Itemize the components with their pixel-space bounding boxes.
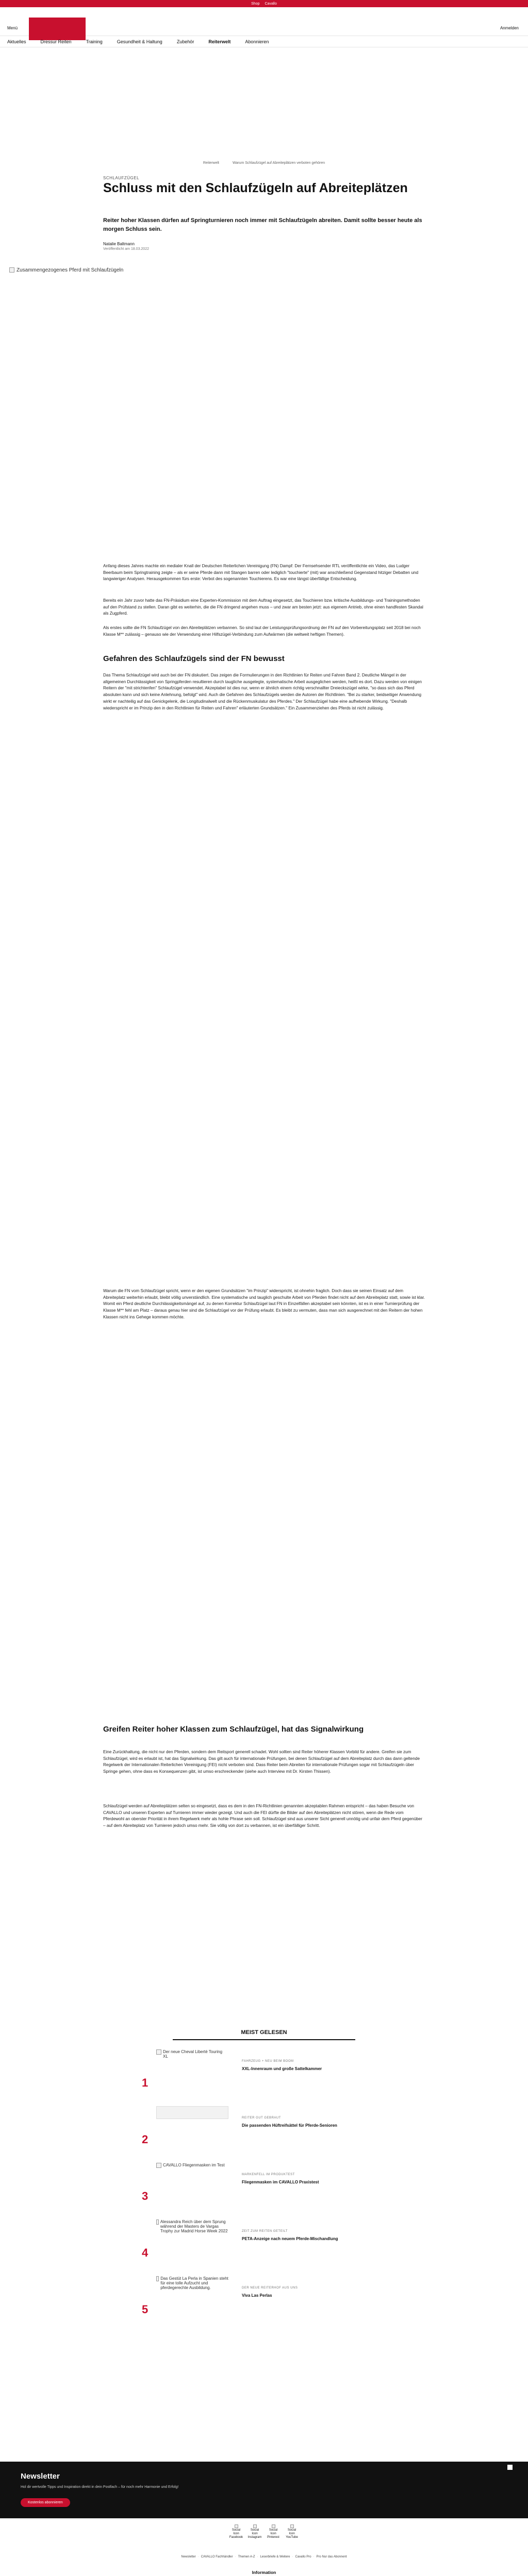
footer-link[interactable]: Pro Nur das Abonnent (316, 2555, 347, 2558)
broken-image-icon (156, 2049, 161, 2055)
hero-image (9, 267, 123, 273)
list-item[interactable] (142, 2163, 386, 2214)
hero-image-alt: Zusammengezogenes Pferd mit Schlaufzügeln (16, 267, 124, 273)
nav-item-gesundheit[interactable]: Gesundheit & Haltung (117, 39, 162, 44)
footer-heading: Information (252, 2570, 276, 2575)
rank-number: 5 (142, 2303, 148, 2316)
rank-number: 3 (142, 2190, 148, 2202)
nav-item-dressur[interactable]: Dressur Reiten (40, 39, 72, 44)
article-paragraph: Eine Zurückhaltung, die nicht nur den Pferden, sondern dem Reitsport generell schadet. Wohl sollten sind Reiter höherer Klassen Vorbild für andere. Greifen sie zum Schlaufzügel, wird es erlaubt ist, hat das Signalwirkung. Das gilt auch für internationale Prüfungen, bei denen Schlaufzügel auf dem Abreiteplatz durch das dann geltende Regelwerk der Internationalen Reiterlichen Vereinigung (FEI) nicht verboten sind. Dass Reiter beim Abreiten für internationale Prüfungen sogar mit Schlaufzügeln über Springe gehen, ohne dass es Konsequenzen gibt, ist umso erschreckender (siehe auch Interview mit Dr. Kirsten Thissen). (103, 1750, 420, 1774)
list-item[interactable] (142, 2049, 386, 2101)
teaser-image-alt: Alessandra Reich über dem Sprung während der Masters de Vargas Trophy zur Madrid Horse Week 2022 (160, 2219, 228, 2233)
article-title: Schluss mit den Schlaufzügeln auf Abreiteplätzen (103, 181, 408, 195)
broken-image-icon (156, 2276, 159, 2281)
teaser-image[interactable] (156, 2106, 228, 2119)
teaser-image[interactable] (156, 2163, 228, 2208)
most-read-title: MEIST GELESEN (241, 2029, 287, 2036)
teaser-headline[interactable]: Die passenden Hüftreifsättel für Pferde-Senioren (242, 2123, 337, 2128)
social-label: Social Icon Instagram (248, 2529, 262, 2539)
footer-link[interactable]: Newsletter (181, 2555, 196, 2558)
breadcrumb-item[interactable]: Reiterwelt (203, 161, 219, 165)
newsletter-text: Hol dir wertvolle Tipps und Inspiration direkt in dein Postfach – für noch mehr Harmonie und Erfolg! (21, 2485, 179, 2489)
newsletter-subscribe-button[interactable]: Kostenlos abonnieren (21, 2498, 70, 2507)
divider (173, 2039, 355, 2040)
close-icon[interactable] (507, 2465, 513, 2470)
teaser-headline[interactable]: Fliegenmasken im CAVALLO Praxistest (242, 2180, 319, 2184)
rank-number: 4 (142, 2246, 148, 2259)
article-lead: Reiter hoher Klassen dürfen auf Springturnieren noch immer mit Schlaufzügeln abreiten. Damit sollte besser heute als morgen Schluss sein. (103, 217, 422, 232)
teaser-headline[interactable]: XXL-Innenraum und große Sattelkammer (242, 2066, 322, 2071)
nav-item-training[interactable]: Training (86, 39, 103, 44)
teaser-category: MARKENFELL IM PRODUKTEST (242, 2173, 295, 2176)
teaser-headline[interactable]: PETA-Anzeige nach neuem Pferde-Mischandlung (242, 2236, 338, 2241)
breadcrumb-current: Warum Schlaufzügel auf Abreiteplätzen verboten gehören (232, 161, 325, 165)
social-label: Social Icon YouTube (286, 2529, 298, 2539)
teaser-image[interactable] (156, 2276, 228, 2321)
menu-button[interactable]: Menü (7, 26, 18, 30)
breadcrumb (0, 161, 528, 165)
footer-links: Newsletter · CAVALLO Fachhändler · Themen A-Z · Leserbriefe & Weitere · Cavallo Pro · Pro Nur das Abonnent (181, 2555, 347, 2558)
social-links (0, 2524, 528, 2547)
nav-item-zubehoer[interactable]: Zubehör (176, 39, 194, 44)
section-heading: Gefahren des Schlaufzügels sind der FN bewusst (103, 654, 285, 663)
newsletter-title: Newsletter (21, 2472, 60, 2481)
article-author[interactable]: Natalie Baltmann (103, 242, 135, 246)
broken-image-icon (156, 2163, 161, 2168)
teaser-category: FAHRZEUG + NEU BEIM BOOM (242, 2060, 294, 2063)
cavallo-link[interactable]: Cavallo (265, 2, 277, 6)
rank-number: 1 (142, 2076, 148, 2089)
article-date: Veröffentlicht am 18.03.2022 (103, 247, 149, 251)
youtube-icon[interactable] (285, 2524, 299, 2547)
teaser-image-alt: Das Gestüt La Perla in Spanien steht für eine tolle Aufzucht und pferdegerechte Ausbildung. (160, 2276, 228, 2290)
section-heading: Greifen Reiter hoher Klassen zum Schlaufzügel, hat das Signalwirkung (103, 1725, 364, 1734)
social-label: Social Icon Facebook (229, 2529, 243, 2539)
main-nav (0, 36, 528, 47)
nav-item-aktuelles[interactable]: Aktuelles (7, 39, 26, 44)
login-link[interactable]: Anmelden (500, 26, 519, 30)
list-item[interactable] (142, 2106, 386, 2158)
footer-link[interactable]: Leserbriefe & Weitere (260, 2555, 290, 2558)
instagram-icon[interactable] (248, 2524, 261, 2547)
teaser-image-alt: Der neue Cheval Liberté Touring XL (163, 2049, 223, 2059)
site-header (0, 7, 528, 36)
pinterest-icon[interactable] (267, 2524, 280, 2547)
social-label: Social Icon Pinterest (267, 2529, 279, 2539)
rank-number: 2 (142, 2133, 148, 2146)
teaser-image-alt: CAVALLO Fliegenmasken im Test (163, 2163, 225, 2167)
article-paragraph: Warum die FN vom Schlaufzügel spricht, wenn er den eigenen Grundsätzen "im Prinzip" widerspricht, ist ohnehin fraglich. Doch dass sie seinen Einsatz auf dem Abreiteplatz weiterhin erlaubt, bleibt völlig unverständlich. Eine systematische und tauglich geschulte Arbeit von Pferden findet nicht auf dem Abreiteplatz statt, sowie ist klar. Womit ein Pferd deutliche Durchlässigkeitsmängel auf, zu denen Korrektur Schlaufzügel laut FN in Einzelfällen akzeptabel sein könnten, ist es in einer Turnierprüfung der Klasse M** fehl am Platz – daraus genau hier sind die Schlaufzügel vor der Prüfung erlaubt. Es bleibt zu vermuten, dass man sich ausgerechnet mit den Reitern der hohen Klassen nicht ins Gehege kommen möchte. (103, 1289, 425, 1319)
list-item[interactable] (142, 2219, 386, 2271)
facebook-icon[interactable] (229, 2524, 243, 2547)
teaser-category: REITER GUT GEBRAUT (242, 2116, 281, 2120)
footer-link[interactable]: Themen A-Z (238, 2555, 255, 2558)
article-kicker: SCHLAUFZÜGEL (103, 176, 140, 180)
teaser-category: DER NEUE REITERHOF AUS UNS (242, 2286, 298, 2290)
footer-link[interactable]: Cavallo Pro (295, 2555, 311, 2558)
article-paragraph: Anfang dieses Jahres machte ein medialer Knall der Deutschen Reiterlichen Vereinigung (FN) Dampf: Der Fernsehsender RTL veröffentlichte ein Video, das Ludger Beerbaum beim Springtraining zeigte – als er seine Pferde dann mit Stangen barren oder lediglich "touchierte" (mit) war anschließend Gegenstand hitziger Debatten und langwieriger Analysen. Herausgekommen fürs erste: Verbot des sogenannten Touchierens. Es war eine längst überfällige Entscheidung. (103, 564, 419, 582)
newsletter-banner (0, 2462, 528, 2518)
article-paragraph: Bereits ein Jahr zuvor hatte das FN-Präsidium eine Experten-Kommission mit dem Auftrag eingesetzt, das Touchieren bzw. kritische Ausbildungs- und Trainingsmethoden auf den Prüfstand zu stellen. Daran gibt es weiterhin, die die FN dringend angehen muss – und zwar am besten jetzt: aus eigenem Antrieb, ohne einen handfesten Skandal als Zugpferd. (103, 598, 423, 616)
broken-image-icon (156, 2219, 159, 2225)
shop-link[interactable]: Shop (251, 2, 260, 6)
footer-link[interactable]: CAVALLO Fachhändler (201, 2555, 233, 2558)
top-promo-bar (0, 0, 528, 7)
nav-item-abonnieren[interactable]: Abonnieren (245, 39, 269, 44)
article-paragraph: Als erstes sollte die FN Schlaufzügel von den Abreiteplätzen verbannen. So sind laut der Leistungsprüfungsordnung der FN auf den Vorbereitungsplatz seit 2018 bei noch Klasse M** zulässig – genauso wie der Verwendung einer Hilfszügel-Verbindung zum Aufwärmen (die weltweit heftigen Themen). (103, 625, 421, 637)
teaser-category: ZEIT ZUM REITEN GETEILT (242, 2230, 288, 2233)
broken-image-icon (9, 267, 14, 273)
teaser-image[interactable] (156, 2049, 228, 2095)
article-paragraph: Das Thema Schlaufzügel wird auch bei der FN diskutiert. Das zeigen die Formulierungen in den Richtlinien für Reiten und Fahren Band 2. Deutliche Mängel in der allgemeinen Durchlässigkeit von Springpferden resultieren durch taugliche ausgelegte, systematische Arbeit ausgeglichen werden, heißt es dort. Dazu werden von einigen Reitern der "mit strichtenfen" Schlaufzügel verwendet. Akzeptabel ist dies nur, wenn er ähnlich einem richtig verschnallter Dreieckszügel wirke, "so dass sich das Pferd absoluten kann und sich keine Anlehnung, befolgt" wird. Auch die Gefahren des Schlaufzügels werden die Autoren der Richtlinien. "Bei zu starker, beidseitiger Anwendung wirkt er nachteilig auf das Genickgelenk, die Longitudinalwelt und die Rückenmuskulatur des Pferdes." Der Schlaufzügel habe eine aufhebende Wirkung. "Deshalb wiederspricht er im Prinzip den in den Richtlinien für Reiten und Fahren" erläuterten Grundsätzen." Ein Zusammenziehen des Pferds ist nicht zulässig. (103, 673, 422, 710)
article-paragraph: Schlaufzügel werden auf Abreiteplätzen selten so eingesetzt, dass es dem in den FN-Richtlinien genannten akzeptablen Rahmen entspricht – das haben Besuche von CAVALLO und unseren Experten auf Turnieren immer wieder gezeigt. Und auch die FEI dürfte die Bilder auf den Abreiteplätzen nicht stören, wenn die Rede vom Pferdewohl an oberster Priorität in ihrem Regelwerk mehr als hohle Phrase sein soll. Schlaufzügel sind aus unserer Sicht generell unnötig und unfair dem Pferd gegenüber – auf dem Abreiteplatz von Turnieren jedoch umso mehr. Sie völlig von dort zu verbannen, ist ein überfälliger Schritt. (103, 1804, 422, 1828)
teaser-image[interactable] (156, 2219, 228, 2265)
list-item[interactable] (142, 2276, 386, 2328)
teaser-headline[interactable]: Viva Las Perlas (242, 2293, 272, 2298)
nav-item-reiterwelt[interactable]: Reiterwelt (208, 39, 231, 44)
